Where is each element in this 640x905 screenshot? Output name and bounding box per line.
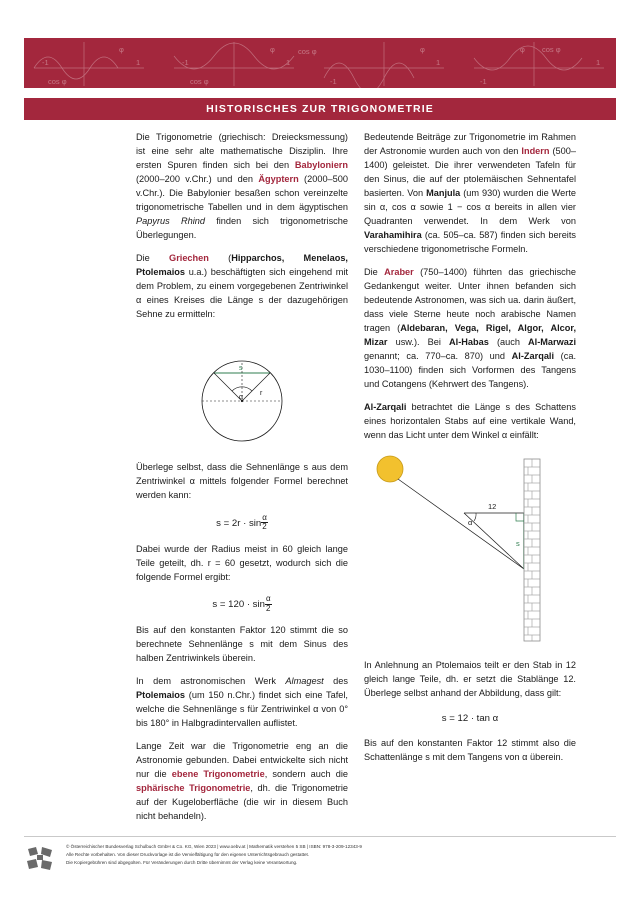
- figure-label-s: s: [239, 364, 243, 372]
- paragraph-araber: [364, 266, 576, 392]
- formula-chord-general: [136, 514, 348, 532]
- fraction-numerator: α: [265, 594, 271, 604]
- figure-label-alpha: α: [468, 517, 473, 527]
- term-babylonier: Babyloniern: [294, 159, 348, 170]
- figure-shadow-wall: [364, 451, 576, 647]
- footer-line-3: Die Kopiergebühren sind abgegolten. Für Veränderungen durch Dritte übernimmt der Verlag keine Verantwortung.: [66, 860, 298, 866]
- paragraph-origins: [136, 131, 348, 243]
- text-run: (auch: [488, 336, 529, 347]
- svg-text:1: 1: [436, 58, 441, 67]
- text-run: (ca. 505–ca. 587) finden sich bereits verschiedene trigonometrische Formeln.: [364, 229, 576, 254]
- paragraph-radius-60: Dabei wurde der Radius meist in 60 gleich lange Teile geteilt, dh. r = 60 gesetzt, wodurch sich die folgende Formel ergibt:: [136, 543, 348, 582]
- sun-icon: [377, 456, 403, 482]
- text-run: finden sich trigonometrische Überlegungen.: [136, 215, 348, 240]
- text-run: Bedeutende Beiträge zur Trigonometrie im Rahmen der Astronomie wurden auch von den: [364, 132, 576, 156]
- section-title-bar: [24, 98, 616, 120]
- footer-line-2: Alle Rechte vorbehalten. Von dieser Druckvorlage ist die Vervielfältigung für den eigenen Unterrichtsgebrauch gestattet.: [66, 852, 310, 858]
- svg-text:-1: -1: [42, 58, 49, 67]
- text-run: betrachtet die Länge s des Schattens eines horizontalen Stabs auf eine vertikale Wand, wenn das Licht unter dem Winkel α einfällt:: [364, 401, 576, 440]
- svg-text:cos φ: cos φ: [298, 47, 317, 56]
- svg-text:φ: φ: [520, 45, 525, 54]
- term-inder: Indern: [521, 145, 550, 156]
- text-run: Die: [364, 266, 385, 277]
- right-column: [364, 131, 576, 774]
- paragraph-chord-task: Überlege selbst, dass die Sehnenlänge s aus dem Zentriwinkel α mittels folgender Formel berechnet werden kann:: [136, 461, 348, 500]
- formula-chord-120: [136, 595, 348, 613]
- figure-chord-circle: [136, 329, 348, 451]
- text-run: (um 930) wurden die Werte sin α, cos α sowie 1 − cos α bereits in allen vier Quadranten verwendet. In dem Werk von: [364, 187, 576, 226]
- paragraph-shadow-intro: [364, 401, 576, 443]
- figure-label-r: r: [260, 389, 263, 397]
- term-almagest: Almagest: [285, 676, 324, 687]
- text-run: (um 150 n.Chr.) findet sich eine Tafel, welche die Sehnenlänge s für Zentriwinkel α von 0° bis 180° in Halbgradintervallen auflistet.: [136, 690, 348, 729]
- term-papyrus-rhind: Papyrus Rhind: [136, 215, 205, 226]
- text-run: (: [208, 252, 232, 263]
- svg-text:φ: φ: [119, 45, 124, 54]
- formula-text: s = 2r · sin: [216, 517, 262, 529]
- text-run: (ca. 1030–1100) finden sich Vorformen des Tangens und Cotangens (Kehrwert des Tangens).: [364, 350, 576, 389]
- paragraph-factor-12: Bis auf den konstanten Faktor 12 stimmt also die Schattenlänge s mit dem Tangens von α überein.: [364, 738, 576, 763]
- fraction-numerator: α: [262, 512, 267, 522]
- term-aegypter: Ägyptern: [258, 173, 299, 184]
- svg-text:cos φ: cos φ: [542, 45, 561, 54]
- formula-shadow-tangent: s = 12 · tan α: [441, 712, 499, 724]
- text-run: (2000–200 v.Chr.) und den: [136, 173, 259, 184]
- figure-label-alpha: α: [239, 393, 244, 401]
- footer-text: [66, 843, 611, 867]
- text-run: u.a.) beschäftigten sich eingehend mit dem Problem, zu einem vorgegebenen Zentriwinkel α eines Kreises die Länge s der dazugehörigen Sehne zu ermitteln:: [136, 266, 348, 319]
- term-al-zarqali: Al-Zarqali: [511, 350, 555, 361]
- svg-text:-1: -1: [480, 77, 487, 86]
- text-run: usw.). Bei: [387, 336, 450, 347]
- text-run: Die Trigonometrie (griechisch: Dreiecksmessung) ist eine sehr alte mathematische Disziplin. Ihre ersten Spuren finden sich bei den: [136, 132, 348, 170]
- text-run: (2000–500 v.Chr.). Die Babylonier besaßen schon vereinzelte trigonometrische Tabellen und in dem ägyptischen: [136, 173, 348, 212]
- term-araber: Araber: [384, 266, 414, 277]
- term-sphaerische-trigonometrie: sphärische Trigonometrie: [136, 783, 251, 794]
- fraction-denominator: 2: [266, 603, 271, 613]
- fraction-alpha-over-2: [261, 514, 268, 532]
- svg-text:1: 1: [136, 58, 141, 67]
- text-run: des: [323, 676, 348, 687]
- decorative-header-band: [24, 38, 616, 88]
- svg-text:φ: φ: [270, 45, 275, 54]
- paragraph-factor-120: Bis auf den konstanten Faktor 120 stimmt die so berechnete Sehnenlänge s mit dem Sinus des halben Zentriwinkels überein.: [136, 625, 348, 664]
- text-run: Lange Zeit war die Trigonometrie eng an die Astronomie gebunden. Dabei entwickelte sich nicht nur die: [136, 741, 348, 780]
- band-formula-graphics: [24, 38, 616, 88]
- paragraph-inder: [364, 131, 576, 257]
- text-run: In dem astronomischen Werk: [136, 676, 286, 687]
- svg-text:-1: -1: [182, 58, 189, 67]
- paragraph-spherical: [136, 740, 348, 824]
- term-greek-names: Hipparchos, Menelaos, Ptolemaios: [136, 252, 348, 277]
- svg-text:cos φ: cos φ: [48, 77, 67, 86]
- text-run: Die: [136, 252, 170, 263]
- footer-divider: [24, 836, 616, 837]
- formula-text: s = 120 · sin: [212, 599, 265, 611]
- term-ebene-trigonometrie: ebene Trigonometrie: [171, 769, 265, 780]
- paragraph-rod-12: In Anlehnung an Ptolemaios teilt er den Stab in 12 gleich lange Teile, dh. er setzt die Stablänge 12. Überlege selbst anhand der Abbildung, dass gilt:: [364, 659, 576, 698]
- term-al-habas: Al-Habas: [449, 336, 489, 347]
- svg-text:φ: φ: [420, 45, 425, 54]
- svg-text:1: 1: [286, 58, 291, 67]
- left-column: [136, 131, 348, 833]
- svg-text:cos φ: cos φ: [190, 77, 209, 86]
- term-al-zarqali-2: Al-Zarqali: [364, 401, 407, 412]
- footer-line-1: © Österreichischer Bundesverlag Schulbuch GmbH & Co. KG, Wien 2023 | www.oebv.at | Mathematik verstehen 5 SB | ISBN: 978-3-209-12343-9: [66, 844, 362, 849]
- text-run: genannt; ca. 770–ca. 870) und: [364, 350, 512, 361]
- text-run: (750–1400) führten das griechische Gedankengut weiter. Unter ihnen befanden sich bedeutende Astronomen, was sich ua. darin äußert, dass viele Sterne heute noch arabische Namen tragen (: [364, 266, 576, 333]
- figure-label-12: 12: [488, 501, 497, 511]
- footer: [24, 841, 616, 881]
- svg-text:-1: -1: [330, 77, 337, 86]
- term-varahamihira: Varahamihira: [364, 229, 422, 240]
- fraction-alpha-over-2: [265, 595, 272, 613]
- publisher-logo-icon: [24, 843, 56, 875]
- page-title: HISTORISCHES ZUR TRIGONOMETRIE: [206, 103, 434, 115]
- figure-label-s: s: [516, 538, 520, 548]
- term-al-marwazi: Al-Marwazi: [528, 336, 577, 347]
- paragraph-greeks: [136, 252, 348, 322]
- text-run: , sondern auch die: [264, 769, 348, 780]
- term-star-names: Aldebaran, Vega, Rigel, Algor, Alcor, Mizar: [364, 322, 576, 347]
- text-run: (500–1400) geleistet. Die ihrer verwendeten Tafeln für den Sinus, die auf der ptolemäischen Sehnentafel basierten. Von: [364, 145, 576, 198]
- paragraph-almagest: [136, 675, 348, 731]
- wall-graphic: [524, 459, 540, 641]
- term-ptolemaios: Ptolemaios: [136, 690, 186, 701]
- term-manjula: Manjula: [426, 187, 461, 198]
- text-run: , dh. die Trigonometrie auf der Kugeloberfläche (die wir in diesem Buch nicht behandeln).: [136, 783, 348, 822]
- fraction-denominator: 2: [262, 522, 267, 532]
- svg-text:1: 1: [596, 58, 601, 67]
- term-griechen: Griechen: [169, 252, 209, 263]
